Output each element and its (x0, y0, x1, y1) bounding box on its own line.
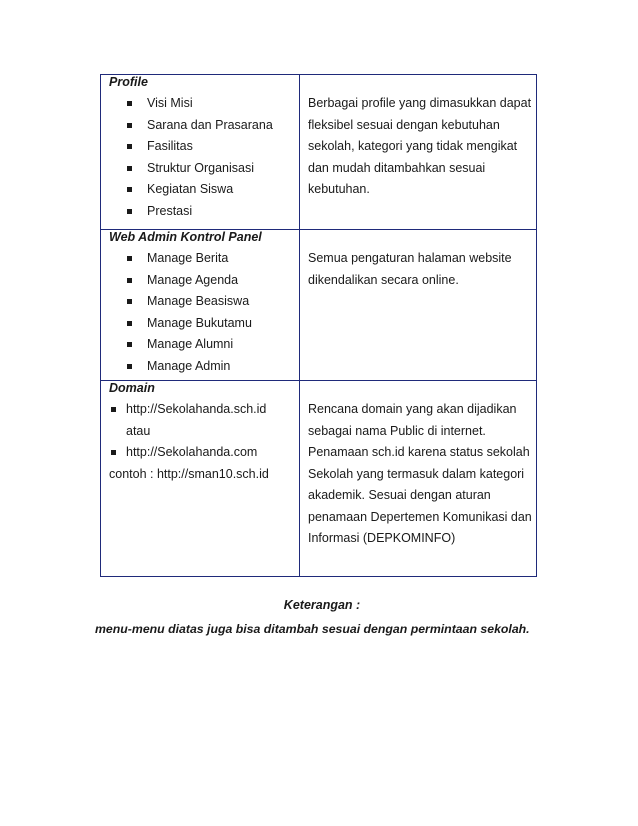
domain-description: Rencana domain yang akan dijadikan sebagai nama Public di internet. Penamaan sch.id karena status sekolah Sekolah yang termasuk dalam kategori akademik. Sesuai dengan aturan penamaan Depertemen Komunikasi dan Informasi (DEPKOMINFO) (308, 402, 532, 545)
domain-row (101, 380, 536, 576)
column-divider (299, 75, 300, 229)
list-item: Prestasi (118, 201, 293, 223)
bullet-icon (111, 407, 116, 412)
note-text: menu-menu diatas juga bisa ditambah sesuai dengan permintaan sekolah. (95, 622, 530, 636)
example-text: contoh : http://sman10.sch.id (109, 466, 269, 481)
list-item: http://Sekolahanda.sch.id (109, 399, 294, 421)
list-item: Manage Alumni (118, 334, 293, 356)
bullet-icon (127, 101, 132, 106)
profile-list (118, 93, 293, 222)
list-item: Struktur Organisasi (118, 158, 293, 180)
admin-row (101, 229, 536, 380)
note-title: Keterangan : (283, 598, 361, 612)
domain-list (109, 399, 294, 485)
profile-description: Berbagai profile yang dimasukkan dapat fleksibel sesuai dengan kebutuhan sekolah, kategori yang tidak mengikat dan mudah ditambahkan sesuai kebutuhan. (308, 96, 532, 196)
bullet-icon (127, 299, 132, 304)
profile-title: Profile (109, 75, 148, 89)
feature-table (100, 74, 537, 577)
admin-description: Semua pengaturan halaman website dikendalikan secara online. (308, 251, 512, 287)
domain-title: Domain (109, 381, 155, 395)
list-item: Sarana dan Prasarana (118, 115, 293, 137)
bullet-icon (127, 364, 132, 369)
bullet-icon (127, 123, 132, 128)
bullet-icon (111, 450, 116, 455)
profile-row (101, 75, 536, 229)
list-item: Manage Berita (118, 248, 293, 270)
column-divider (299, 230, 300, 380)
bullet-icon (127, 256, 132, 261)
bullet-icon (127, 144, 132, 149)
bullet-icon (127, 278, 132, 283)
list-item: Fasilitas (118, 136, 293, 158)
list-item: Manage Bukutamu (118, 313, 293, 335)
column-divider (299, 381, 300, 576)
list-item: Manage Admin (118, 356, 293, 378)
admin-title: Web Admin Kontrol Panel (109, 230, 262, 244)
list-item: http://Sekolahanda.com (109, 442, 294, 464)
list-item: Visi Misi (118, 93, 293, 115)
bullet-icon (127, 209, 132, 214)
bullet-icon (127, 321, 132, 326)
list-item: Manage Agenda (118, 270, 293, 292)
bullet-icon (127, 187, 132, 192)
list-item: Manage Beasiswa (118, 291, 293, 313)
bullet-icon (127, 166, 132, 171)
list-item: Kegiatan Siswa (118, 179, 293, 201)
or-text: atau (126, 423, 151, 438)
admin-list (118, 248, 293, 377)
bullet-icon (127, 342, 132, 347)
